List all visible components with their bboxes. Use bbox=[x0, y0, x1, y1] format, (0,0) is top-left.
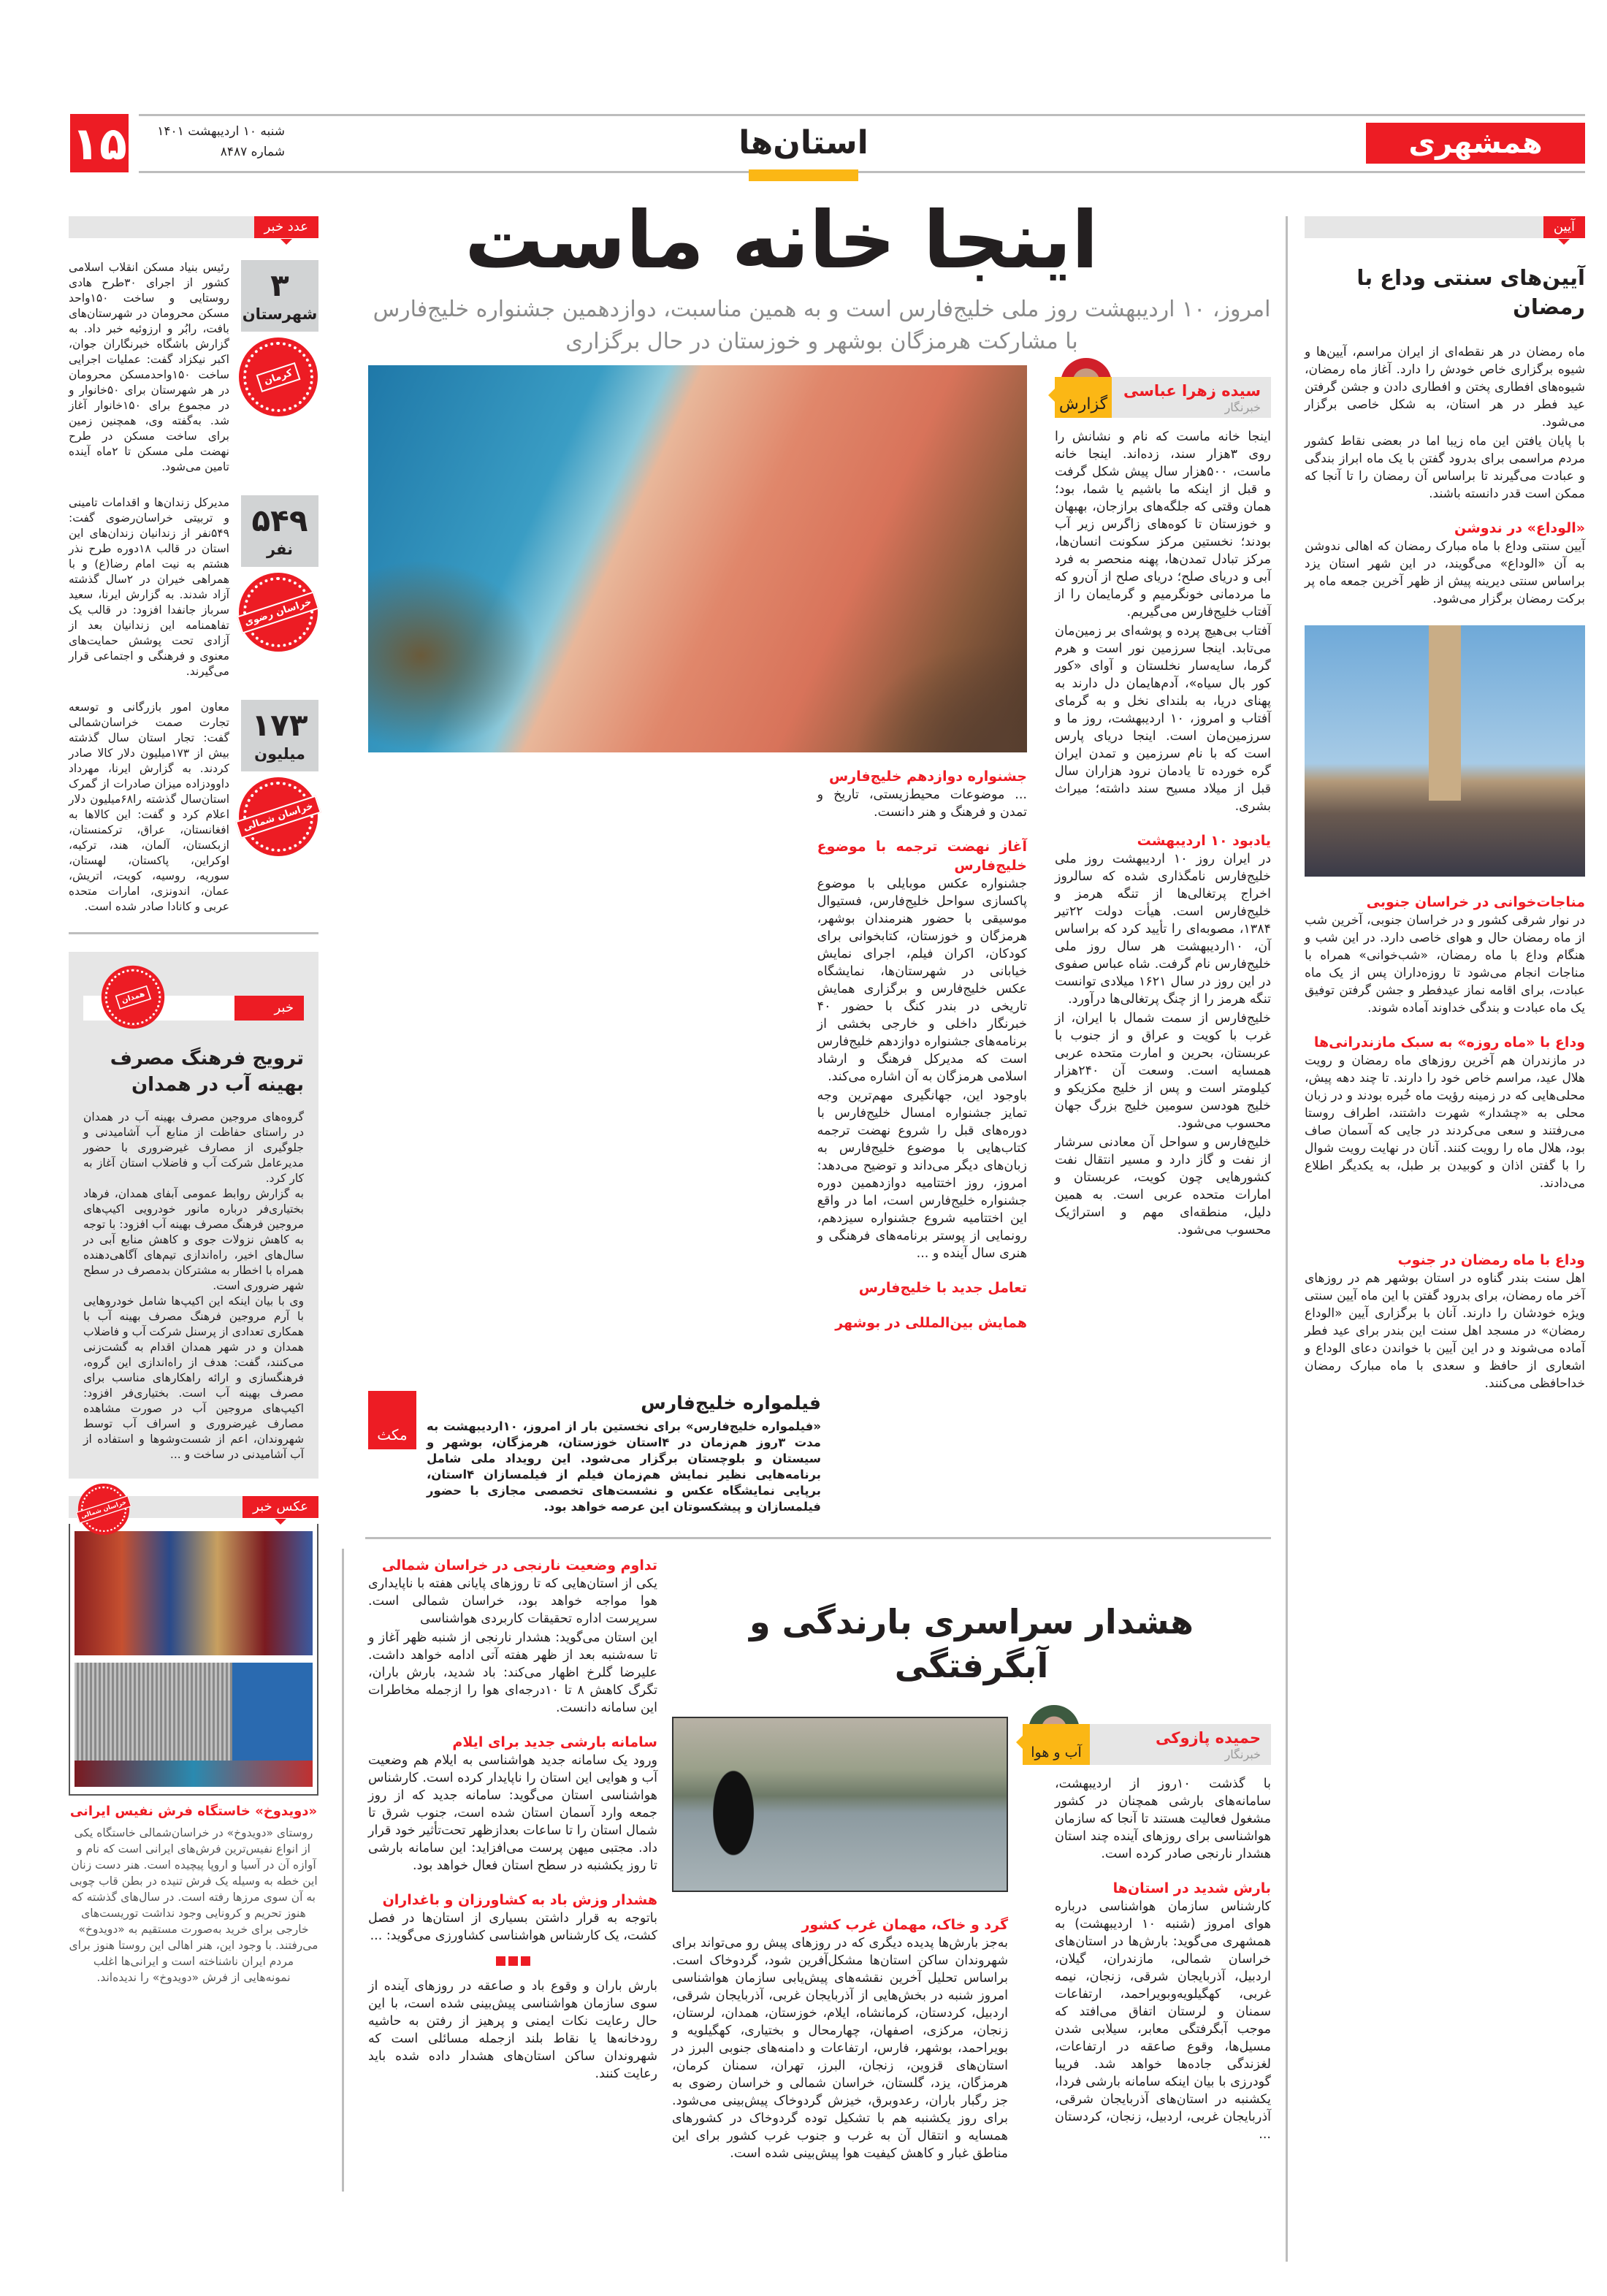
issue-number: شماره ۸۴۸۷ bbox=[220, 145, 285, 159]
number-news-item bbox=[69, 260, 318, 475]
photo-caption: روستای «دویدوخ» در خراسان‌شمالی خاستگاه یکی از انواع نفیس‌ترین فرش‌های ایرانی است که نام و آوازه آن در آسیا و اروپا پیچیده است. هنر دست زنان این خطه به وسیله یک فرش تنیده در بطن قاب چوبی به آن سوی مرزها رفته است. در سال‌های گذشته که هنوز تحریم و کرونایی وجود نداشت توریست‌های خارجی برای خرید به‌صورت مستقیم به «دویدوخ» می‌رفتند. با وجود این، هنر اهالی این روستا هنوز برای مردم ایران ناشناخته است و ایرانی‌ها اغلب نمونه‌هایی از فرش «دویدوخ» را ندیده‌اند. bbox=[69, 1826, 318, 1984]
minaret-crowd-photo bbox=[1305, 625, 1585, 877]
news-title: ترویج فرهنگ مصرف بهینه آب در همدان bbox=[110, 1048, 304, 1096]
hamedan-news-box bbox=[69, 952, 318, 1479]
paragraph: باتوجه به قرار داشتن بسیاری از استان‌ها در فصل کشت، یک کارشناس هواشناسی کشاورزی می‌گوید: ... bbox=[368, 1911, 657, 1943]
number-news-text: رئیس بنیاد مسکن انقلاب اسلامی کشور از اجرای ۳۰طرح هادی روستایی و ساخت ۱۵۰واحد مسکن محرومان در شهرستان‌های بافت، رابُر و ارزوئیه خبر داد. به گزارش باشگاه خبرنگاران جوان، اکبر نیکزاد گفت: عملیات اجرایی ساخت ۱۵۰واحدمسکن محرومان در هر شهرستان برای ۵۰خانوار و در مجموع برای ۱۵۰خانوار آغاز شد. به‌گفته وی، همچنین زمین برای ساخت مسکن در طرح نهضت ملی مسکن تا ۲ماه آینده تامین می‌شود. bbox=[69, 261, 230, 473]
main-article-columns bbox=[368, 767, 1027, 1381]
subheading: سامانه بارشی جدید برای ایلام bbox=[452, 1734, 657, 1750]
maktab-tag: مکث bbox=[368, 1391, 416, 1449]
author-byline bbox=[1055, 377, 1271, 418]
paragraph: ورود یک سامانه جدید هواشناسی به ایلام هم وضعیت آب و هوایی این استان را ناپایدار کرده است. کارشناس هواشناسی استان می‌گوید: سامانه جدید که از روز جمعه وارد آسمان استان شده است، جنوب شرق تا شمال استان را تا ساعات بعدازظهر تحت‌تأثیر خود قرار داد. مجتبی میهن پرست می‌افزاید: این سامانه بارشی تا روز یکشنبه در سطح استان فعال خواهد بود. bbox=[368, 1753, 657, 1873]
subheading: گرد و خاک، مهمان غرب کشور bbox=[801, 1917, 1008, 1933]
subheading: هشدار وزش باد به کشاورزان و باغداران bbox=[382, 1892, 657, 1908]
subheading: «الوداع» در ندوشن bbox=[1454, 520, 1585, 536]
subheading: تداوم وضعیت نارنجی در خراسان شمالی bbox=[381, 1557, 657, 1574]
author-name: حمیده پازوکی bbox=[1156, 1729, 1261, 1747]
subheading: وداع با ماه رمضان در جنوب bbox=[1397, 1252, 1585, 1268]
province-stamp: همدان bbox=[105, 969, 161, 1026]
subheading: بارش شدید در استان‌ها bbox=[1112, 1880, 1271, 1896]
section-title: استان‌ها bbox=[738, 124, 869, 161]
number-news-header bbox=[69, 216, 318, 238]
photo-news-box bbox=[69, 1496, 318, 1986]
page-number: ۱۵ bbox=[70, 114, 129, 172]
number-badge bbox=[241, 700, 318, 771]
column-divider bbox=[1286, 216, 1288, 2262]
maktab-text: «فیلمواره خلیج‌فارس» برای نخستین بار از امروز، ۱۰اردیبهشت به مدت ۳روز هم‌زمان در ۴استان خوزستان، هرمزگان، بوشهر و سیستان و بلوچستان برگزار می‌شود. این رویداد ملی شامل برنامه‌هایی نظیر نمایش هم‌زمان فیلم از فیلمسازان ۴استان، برپایی نمایشگاه عکس و نشست‌های تخصصی مجازی با حضور فیلمسازان و پیشکسوتان این عرصه خواهد بود. bbox=[427, 1419, 822, 1514]
paragraph: آفتاب بی‌هیچ پرده و پوشه‌ای بر زمین‌مان می‌تابد. اینجا سرزمین نور است و هرم گرما، سایه‌سار نخلستان و آوای «کور کور بال سیاه»، آدم‌هایمان دل دارند به پهنای دریا، به بلندای نخل و به گرمای آفتاب و امروز، ۱۰ اردیبهشت، روز ما و سرزمین‌مان است. اینجا دریای پارس است که با نام سرزمین و تمدن ایران گره خورده تا یادمان نرود هزاران سال قبل از میلاد مسیح سند داشته؛ میراث بشری. bbox=[1055, 624, 1271, 814]
paragraph: با گذشت ۱۰روز از اردیبهشت، سامانه‌های بارشی همچنان در کشور مشغول فعالیت هستند تا آنجا که سازمان هواشناسی برای روزهای آینده چند استان هشدار نارنجی صادر کرده است. bbox=[1055, 1777, 1271, 1861]
weather-column-right bbox=[1055, 1775, 1271, 2145]
paragraph: با پایان یافتن این ماه زیبا اما در بعضی نقاط کشور مردم مراسمی برای بدرود گفتن با یک ماه ابراز بندگی و عبادت می‌گیرند تا براساس آن رمضان را تا آنجا که ممکن است قدر دانسته باشند. bbox=[1305, 434, 1585, 501]
issue-info bbox=[139, 121, 285, 162]
paragraph: در مازندران هم آخرین روزهای ماه رمضان و رویت هلال عید، مراسم خاص خود را دارند. تا چند دهه پیش، محلی‌هایی که در زمینه رؤیت ماه خُبره بودند و در زبان محلی به «چشدار» شهرت داشتند، اطراف روستا می‌رفتند و سعی می‌کردند در جایی که آسمان صاف بود، هلال ماه را رویت کنند. آنان در نهایت رویت شوال را با گفتن اذان و کوبیدن بر طبل، به یکدیگر اطلاع می‌دادند. bbox=[1305, 1053, 1585, 1191]
subheading: همایش بین‌المللی در بوشهر bbox=[835, 1315, 1027, 1331]
paragraph: به‌جز بارش‌ها پدیده دیگری که در روزهای پیش رو می‌تواند برای شهروندان ساکن استان‌ها مشکل‌آفرین شود، گردوخاک است. براساس تحلیل آخرین نقشه‌های پیش‌یابی سازمان هواشناسی امروز شنبه در بخش‌هایی از آذربایجان غربی، آذربایجان شرقی، اردبیل، کردستان، کرمانشاه، ایلام، خوزستان، همدان، لرستان، زنجان، مرکزی، اصفهان، چهارمحال و بختیاری، کهگیلویه و بویراحمد، بوشهر، فارس، ارتفاعات و دامنه‌های جنوبی البرز در استان‌های قزوین، زنجان، البرز، تهران، سمنان کرمان، هرمزگان، یزد، گلستان، خراسان شمالی و خراسان رضوی به جز رگبار باران، رعدوبرق، خیزش گردوخاک پیش‌بینی می‌شود. برای روز یکشنبه هم با تشکیل توده گردوخاک در کشورهای همسایه و انتقال آن به غرب و جنوب غرب کشور برای این مناطق غبار و کاهش کیفیت هوا پیش‌بینی شده است. bbox=[672, 1936, 1008, 2161]
section-divider bbox=[365, 1537, 1271, 1539]
number-value: ۵۴۹ bbox=[251, 503, 308, 538]
header-top-rule bbox=[139, 114, 1585, 116]
number-news-item bbox=[69, 700, 318, 915]
number-news-item bbox=[69, 495, 318, 679]
paragraph: این استان می‌گوید: هشدار نارنجی از شنبه ظهر آغاز و تا سه‌شنبه بعد از ظهر هفته آتی ادامه خواهد داشت. علیرضا گلرخ اظهار می‌کند: باد شدید، بارش باران، تگرگ کاهش ۸ تا ۱۰درجه‌ای هوا را ازجمله مخاطرات این سامانه دانست. bbox=[368, 1631, 658, 1715]
news-body bbox=[83, 1110, 304, 1462]
author-role: خبرنگار bbox=[1224, 1747, 1261, 1761]
section-separator bbox=[368, 1956, 657, 1966]
paragraph: ماه رمضان در هر نقطه‌ای از ایران مراسم، آیین‌ها و شیوه برگزاری خاص خودش را دارد. آغاز ماه رمضان، شیوه‌های افطاری پختن و افطاری دادن و جشن گرفتن عید فطر در هر استان، به شکل خاصی برگزار می‌شود. bbox=[1305, 345, 1585, 430]
weather-headline: هشدار سراسری بارندگی و آبگرفتگی bbox=[749, 1602, 1194, 1685]
number-news-text: مدیرکل زندان‌ها و اقدامات تامینی و تربیتی خراسان‌رضوی گفت: ۵۴۹نفر از زندانیان زندان‌های این استان در قالب ۱۸دوره طرح نذر هشتم به نیت امام رضا(ع) و با همراهی خیران در ۲سال گذشته آزاد شدند. به گزارش ایرنا، سعید سرباز جانفدا افزود: در قالب یک تفاهمنامه این زندانیان بعد از آزادی تحت پوشش حمایت‌های معنوی و فرهنگی و اجتماعی قرار می‌گیرند. bbox=[69, 496, 230, 678]
date: شنبه ۱۰ اردیبهشت ۱۴۰۱ bbox=[157, 124, 285, 139]
subheading: مناجات‌خوانی در خراسان جنوبی bbox=[1366, 894, 1585, 910]
number-badge bbox=[241, 495, 318, 567]
weather-tag: آب و هوا bbox=[1023, 1724, 1090, 1765]
paragraph: باوجود این، جهانگیری مهم‌ترین وجه تمایز جشنواره امسال خلیج‌فارس با دوره‌های قبل را شروع نهضت ترجمه کتاب‌هایی با موضوع خلیج‌فارس به زبان‌های دیگر می‌داند و توضیح می‌دهد: امروز، روز اختتامیه دوازدهمین دوره جشنواره خلیج‌فارس است، اما در واقع این اختتامیه شروع جشنواره سیزدهم، رونمایی از پوستر برنامه‌های فرهنگی و هنری سال آینده و ... bbox=[817, 1088, 1027, 1261]
carpet-weavers-photo bbox=[75, 1531, 313, 1655]
paragraph: خلیج‌فارس و سواحل آن معادنی سرشار از نفت و گاز دارد و مسیر انتقال نفت کشورهایی چون کویت، عربستان و امارات متحده عربی است. به همین دلیل، منطقه‌ای مهم و استراژیک محسوب می‌شود. bbox=[1055, 1135, 1271, 1237]
rite-body bbox=[1305, 343, 1585, 1392]
paragraph: وی با بیان اینکه این اکیپ‌ها شامل خودروهایی با آرم مروجین فرهنگ مصرف بهینه آب با همکاری تعدادی از پرسنل شرکت آب و فاضلاب همدان و در شهر همدان اقدام به گشت‌زنی می‌کنند، گفت: هدف از راه‌اندازی این گروه، فرهنگسازی و ارائه راهکارهای مناسب برای مصرف بهینه آب است. بختیاری‌فر افزود: اکیپ‌های مروجین آب در صورت مشاهده مصارف غیرضروری و اسراف آب توسط شهروندان، اعم از شست‌وشوها و استفاده از آب آشامیدنی در ساخت و ... bbox=[83, 1294, 304, 1461]
paragraph: کارشناس سازمان هواشناسی درباره هوای امروز (شنبه ۱۰ اردیبهشت) به همشهری می‌گوید: بارش‌ها در استان‌های خراسان شمالی، مازندران، گیلان، اردبیل، آذربایجان شرقی، زنجان، نیمه غربی، کهگیلویه‌وبویراحمد، ارتفاعات سمنان و لرستان اتفاق می‌افتد که موجب آبگرفتگی معابر، سیلابی شدن مسیل‌ها، وقوع صاعقه در ارتفاعات، لغزندگی جاده‌ها خواهد شد. فریبا گودرزی با بیان اینکه سامانه بارشی فردا، یکشنبه در استان‌های آذربایجان شرقی، آذربایجان غربی، اردبیل، زنجان، کردستان ... bbox=[1055, 1899, 1271, 2142]
maktab-title: فیلمواره خلیج‌فارس bbox=[641, 1392, 821, 1414]
subheading: جشنواره دوازدهم خلیج‌فارس bbox=[828, 768, 1027, 785]
paragraph: جشنواره عکس موبایلی با موضوع پاکسازی سواحل خلیج‌فارس، فستیوال موسیقی با حضور هنرمندان بوشهر، هرمزگان و خوزستان، کتابخوانی برای کودکان، اکران فیلم، اجرای نمایش خیابانی در شهرستان‌ها، نمایشگاه عکس خلیج‌فارس و برگزاری همایش تاریخی در بندر کنگ با حضور ۴۰ خبرنگار داخلی و خارجی بخشی از برنامه‌های جشنواره دوازدهم خلیج‌فارس است که مدیرکل فرهنگ و ارشاد اسلامی هرمزگان به آن اشاره می‌کند. bbox=[817, 877, 1027, 1084]
weather-column-left bbox=[368, 1552, 657, 2084]
number-unit: شهرستان bbox=[242, 305, 318, 323]
subheading: یادبود ۱۰ اردیبهشت bbox=[1137, 833, 1271, 849]
maktab-box bbox=[368, 1391, 821, 1515]
number-value: ۱۷۳ bbox=[251, 707, 308, 743]
paragraph: اینجا خانه ماست که نام و نشانش را روی ۳هزار سند، زده‌اند. اینجا خانه ماست، ۵۰۰هزار سال پیش شکل گرفت و قبل از اینکه ما باشیم یا شما، بود؛ همان وقتی که جلگه‌های برازجان، بهبهان و خوزستان تا کوه‌های زاگرس زیر آب بودند؛ نخستین مرکز سکونت انسان‌ها، مرکز تبادل تمدن‌ها، پهنه منحصر به فرد آبی و دریای صلح؛ دریای صلح از آن‌رو که ما مردمانی خونگرمیم و گرمایمان را از آفتاب خلیج‌فارس می‌گیریم. bbox=[1055, 430, 1271, 619]
weather-byline bbox=[1023, 1724, 1271, 1765]
paragraph: یکی از استان‌هایی که تا روزهای پایانی هفته با ناپایداری هوا مواجه خواهد بود، خراسان شمالی است. سرپرست اداره تحقیقات کاربردی هواشناسی bbox=[368, 1576, 657, 1626]
paragraph: در نوار شرقی کشور و در خراسان جنوبی، آخرین شب از ماه رمضان حال و هوای خاصی دارد. در این شب و هنگام وداع با ماه رمضان، «شب‌خوانی» همراه با مناجات انجام می‌شود تا روزه‌داران پس از یک ماه عبادت، برای اقامه نماز عیدفطر و جشن گرفتن توفیق یک ماه عبادت و بندگی خداوند آماده شوند. bbox=[1305, 913, 1585, 1015]
subheading: وداع با «ماه روزه» به سبک مازندرانی‌ها bbox=[1313, 1034, 1585, 1050]
subheading: تعامل جدید با خلیج‌فارس bbox=[858, 1280, 1027, 1296]
photo-news-tag: عکس خبر bbox=[243, 1496, 318, 1518]
article-body bbox=[1055, 428, 1271, 1239]
main-column-right bbox=[1055, 377, 1271, 1240]
subheading: آغاز نهضت ترجمه با موضوع خلیج‌فارس bbox=[817, 839, 1027, 874]
province-stamp: خراسان شمالی bbox=[243, 782, 313, 852]
weather-column-middle bbox=[672, 1899, 1008, 2164]
paragraph: بارش باران و وقوع باد و صاعقه در روزهای آینده از سوی سازمان هواشناسی پیش‌بینی شده است، با این حال رعایت نکات ایمنی و پرهیز از رفتن به حاشیه رودخانه‌ها یا نقاط بلند ازجمله مسائلی است که شهروندان ساکن استان‌های هشدار داده شده باید رعایت کنند. bbox=[368, 1979, 657, 2081]
header-bottom-rule bbox=[139, 171, 1585, 173]
province-stamp: خراسان شمالی bbox=[81, 1487, 126, 1532]
number-unit: میلیون bbox=[254, 745, 305, 763]
number-unit: نفر bbox=[266, 541, 294, 558]
paragraph: گروه‌های مروجین مصرف بهینه آب در همدان در راستای حفاظت از منابع آب آشامیدنی و جلوگیری از مصارف غیرضروری با حضور مدیرعامل شرکت آب و فاضلاب استان آغاز به کار کرد. bbox=[83, 1110, 304, 1185]
paragraph: به گزارش روابط عمومی آبفای همدان، فرهاد بختیاری‌فر درباره مانور خودرویی اکیپ‌های مروجین فرهنگ مصرف بهینه آب افزود: با توجه به کاهش نزولات جوی و کاهش منابع آبی در سال‌های اخیر، راه‌اندازی تیم‌های آگاهی‌دهنده همراه با اخطار به مشترکان بدمصرف در سطح شهر ضروری است. bbox=[83, 1187, 304, 1292]
author-name: سیده زهرا عباسی bbox=[1123, 382, 1261, 400]
province-stamp: خراسان رضوی bbox=[243, 577, 313, 647]
number-value: ۳ bbox=[270, 267, 289, 303]
left-column bbox=[69, 216, 318, 1986]
rite-header bbox=[1305, 216, 1585, 238]
report-tag: گزارش bbox=[1055, 377, 1112, 418]
newspaper-logo: همشهری bbox=[1366, 123, 1585, 164]
main-subtitle: امروز، ۱۰ اردیبهشت روز ملی خلیج‌فارس است و به همین مناسبت، دوازدهمین جشنواره خلیج‌فارس با مشارکت هرمزگان بوشهر و خوزستان در حال برگزاری bbox=[373, 297, 1271, 354]
news-tag: خبر bbox=[234, 996, 304, 1021]
loom-photo bbox=[75, 1663, 313, 1787]
persian-gulf-beach-photo bbox=[368, 365, 1027, 752]
author-role: خبرنگار bbox=[1224, 400, 1261, 414]
number-news-text: معاون امور بازرگانی و توسعه تجارت صمت خراسان‌شمالی گفت: تجار استان سال گذشته بیش از ۱۷۳میلیون دلار کالا صادر کردند. به گزارش ایرنا، مهرداد داوودزاده میزان صادرات از گمرک استان‌سال گذشته را۶۸میلیون دلار اعلام کرد و گفت: این کالاها به افغانستان، عراق، ترکمنستان، ازبکستان، آلمان، هند، ترکیه، اوکراین، پاکستان، لهستان، سوریه، روسیه، کویت، اتریش، عمان، اندونزی، امارات متحده عربی و کانادا صادر شده است. bbox=[69, 701, 229, 913]
flooded-street-photo bbox=[672, 1717, 1008, 1892]
number-news-tag: عدد خبر bbox=[254, 216, 318, 238]
province-stamp: کرمان bbox=[243, 342, 313, 412]
rite-tag: آیین bbox=[1543, 216, 1585, 238]
paragraph: آیین سنتی وداع با ماه مبارک رمضان که اهالی ندوشن به آن «الوداع» می‌گویند، در این شهر استان یزد براساس سنتی دیرینه پیش از ظهر آخرین جمعه ماه پر برکت رمضان برگزار می‌شود. bbox=[1305, 539, 1585, 606]
paragraph: ... موضوعات محیط‌زیستی، تاریخ و تمدن و فرهنگ و هنر دانست. bbox=[817, 787, 1027, 820]
main-headline: اینجا خانه ماست bbox=[465, 195, 1099, 286]
section-underline bbox=[749, 169, 858, 181]
photo-caption-title: «دویدوخ» خاستگاه فرش نفیس ایرانی bbox=[69, 1804, 318, 1819]
column-divider bbox=[342, 1549, 344, 2192]
paragraph: در ایران روز ۱۰ اردیبهشت روز ملی خلیج‌فارس نامگذاری شده که سالروز اخراج پرتغالی‌ها از تنگه هرمز و خلیج‌فارس است. هیأت دولت ۲۲تیر ۱۳۸۴، مصوبه‌ای را تأیید کرد که براساس آن، ۱۰اردیبهشت هر سال روز ملی خلیج‌فارس نام گرفت. شاه عباس صفوی در این روز در سال ۱۶۲۱ میلادی توانست تنگه هرمز را از چنگ پرتغالی‌ها درآورد. bbox=[1055, 852, 1272, 1007]
left-divider bbox=[69, 932, 318, 934]
paragraph: اهل سنت بندر گناوه در استان بوشهر هم در روزهای آخر ماه رمضان، برای بدرود گفتن با این ماه آیین سنتی ویژه خودشان را دارند. آنان با برگزاری آیین «الوداع رمضان» در مسجد اهل سنت این بندر برای عید فطر آماده می‌شوند و در این آیین با خواندن دعای الوداع و اشعاری از حافظ و سعدی با ماه مبارک رمضان خداحافظی می‌کنند. bbox=[1305, 1271, 1585, 1391]
paragraph: خلیج‌فارس از سمت شمال با ایران، از غرب با کویت و عراق و از جنوب با عربستان، بحرین و امارت متحده عربی همسایه است. وسعت آن ۲۴۰هزار کیلومتر است و پس از خلیج مکزیکو و خلیج هودسن سومین خلیج بزرگ جهان محسوب می‌شود. bbox=[1055, 1011, 1271, 1131]
rite-title: آیین‌های سنتی وداع با رمضان bbox=[1356, 265, 1585, 319]
number-badge bbox=[241, 260, 318, 332]
right-column bbox=[1305, 216, 1585, 1394]
